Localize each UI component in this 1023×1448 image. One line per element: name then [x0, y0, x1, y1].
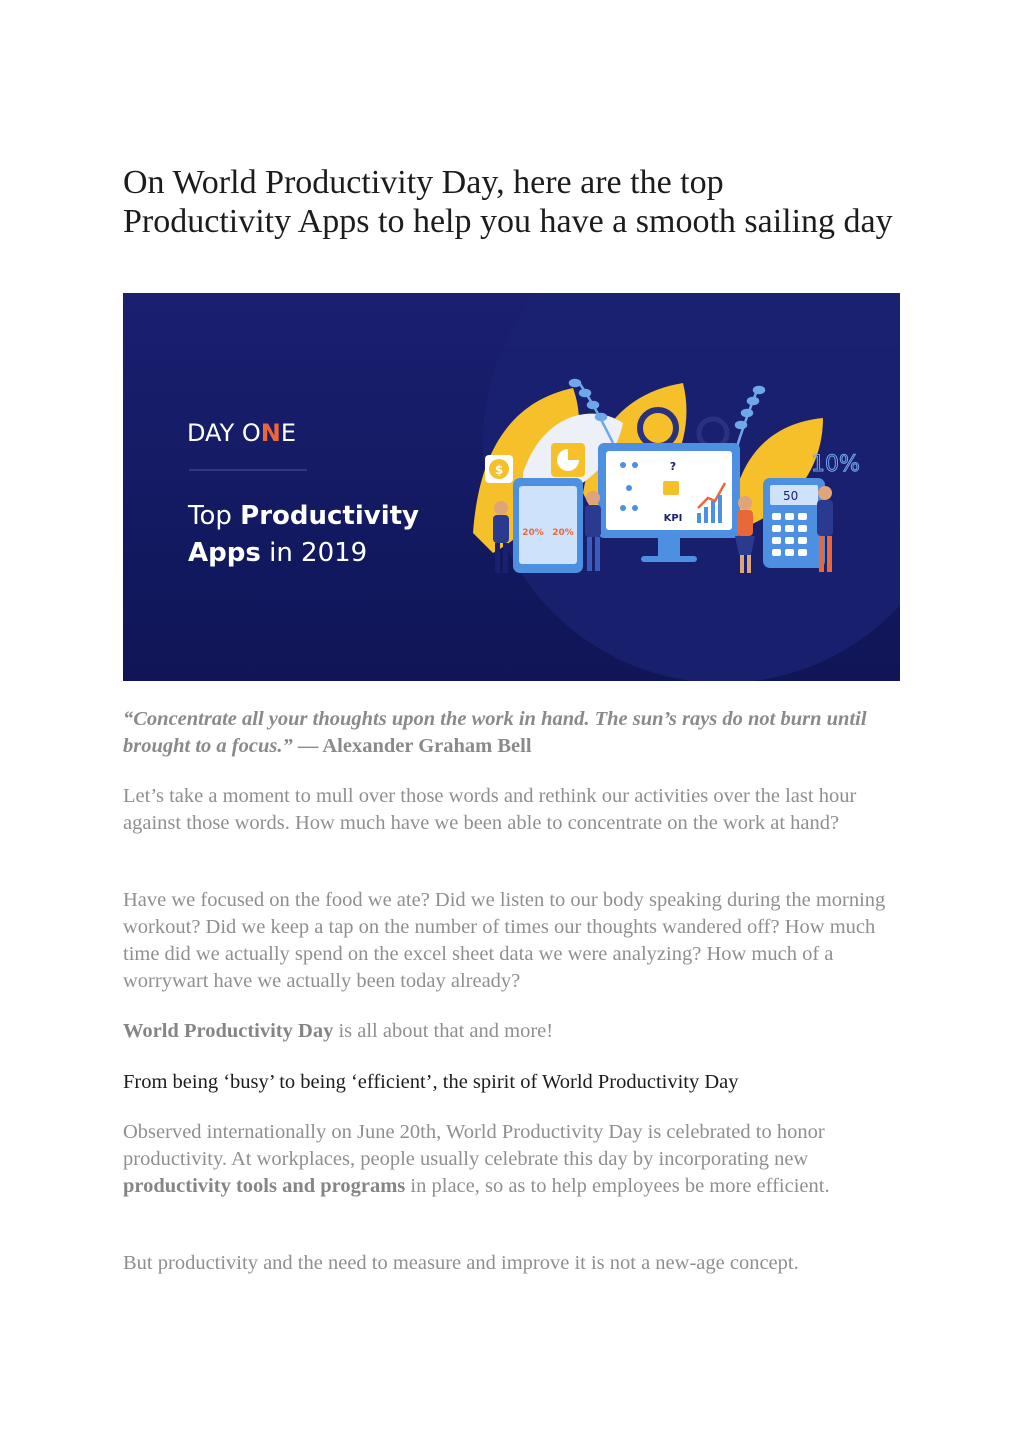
hero-banner-image — [123, 293, 900, 681]
paragraph-4 — [123, 1119, 913, 1200]
paragraph-1: Let’s take a moment to mull over those words and rethink our activities over the last hour against those words. How much have we been able to concentrate on the work at hand? — [123, 785, 857, 834]
page-title: On World Productivity Day, here are the top Productivity Apps to help you have a smooth sailing day — [123, 164, 893, 240]
paragraph-5: But productivity and the need to measure and improve it is not a new-age concept. — [123, 1252, 799, 1274]
paragraph-4-start: Observed internationally on June 20th, World Productivity Day is celebrated to honor productivity. At workplaces, people usually celebrate this day by incorporating new — [123, 1121, 825, 1170]
monitor-base — [641, 556, 697, 562]
dollar-sign: $ — [494, 463, 504, 477]
world-productivity-day-bold: World Productivity Day — [123, 1020, 334, 1042]
quote-dash: — — [292, 735, 323, 757]
monitor-stand — [658, 538, 680, 556]
paragraph-2: Have we focused on the food we ate? Did we listen to our body speaking during the morning workout? Did we keep a tap on the number of times our thoughts wandered off? How much time did we actually spend on the excel sheet data we were analyzing? How much of a worrywart have we actually been today already? — [123, 889, 886, 992]
kpi-label: KPI — [663, 513, 683, 524]
tablet-stat-2: 20% — [552, 528, 574, 538]
calculator-display-value: 50 — [783, 489, 799, 503]
day-one-logo: DAY ONE — [187, 419, 297, 447]
paragraph-4-end: in place, so as to help employees be more efficient. — [405, 1175, 830, 1197]
quote-block — [123, 706, 893, 760]
paragraph-3 — [123, 1018, 913, 1045]
tablet-stat-1: 20% — [522, 528, 544, 538]
question-mark: ? — [669, 460, 677, 473]
person-figure — [493, 501, 509, 573]
banner-heading-line1: Top Productivity — [188, 501, 419, 531]
lock-icon — [663, 481, 679, 495]
productivity-tools-link-text: productivity tools and programs — [123, 1175, 406, 1197]
paragraph-3-rest: is all about that and more! — [333, 1020, 554, 1042]
section-subheading: From being ‘busy’ to being ‘efficient’, the spirit of World Productivity Day — [123, 1071, 739, 1093]
banner-heading-line2: Apps in 2019 — [188, 538, 368, 568]
tablet-screen — [519, 486, 577, 564]
banner-illustration — [123, 293, 900, 681]
ten-percent-label: 10% — [811, 452, 860, 477]
quote-author: Alexander Graham Bell — [322, 735, 532, 757]
quote-text: “Concentrate all your thoughts upon the work in hand. The sun’s rays do not burn until brought to a focus.” — [123, 708, 867, 757]
